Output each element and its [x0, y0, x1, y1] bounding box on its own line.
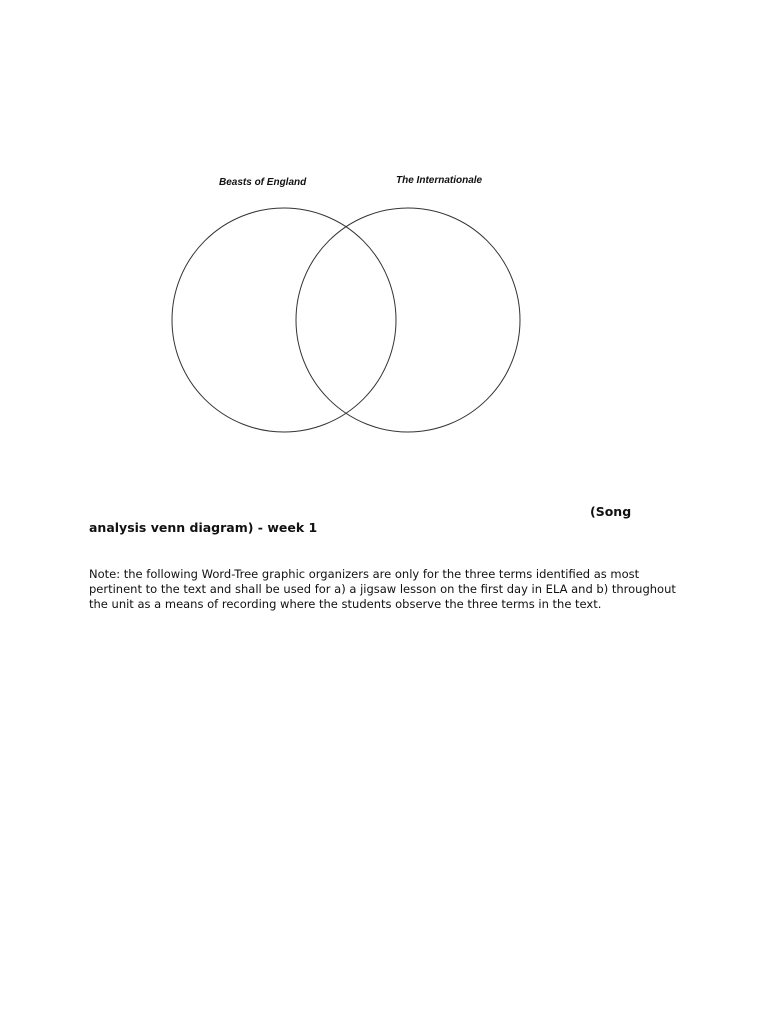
caption-part-2: analysis venn diagram) - week 1: [89, 520, 318, 535]
note-paragraph: [89, 567, 679, 612]
right-circle: [296, 208, 520, 432]
right-circle-label: The Internationale: [396, 175, 483, 186]
note-line: Note: the following Word-Tree graphic organizers are only for the three terms identified as most: [89, 567, 640, 581]
venn-diagram: [0, 0, 768, 480]
note-line: the unit as a means of recording where the students observe the three terms in the text.: [89, 597, 602, 611]
left-circle-label: Beasts of England: [219, 177, 307, 188]
caption-part-1: (Song: [590, 504, 632, 519]
note-line: pertinent to the text and shall be used for a) a jigsaw lesson on the first day in ELA and b) throughout: [89, 582, 676, 596]
left-circle: [172, 208, 396, 432]
